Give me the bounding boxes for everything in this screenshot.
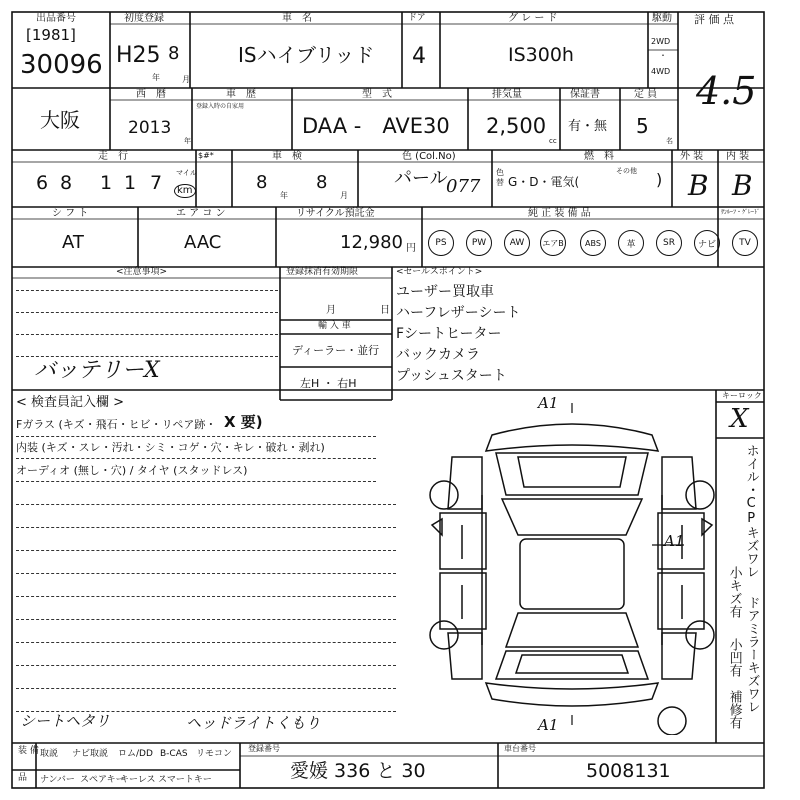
side-text-mirror: ドアミラーキズワレ: [744, 596, 760, 713]
footer-item: 取説: [40, 749, 59, 759]
grade-value: IS300h: [508, 44, 574, 66]
exterior-label: 外 装: [680, 151, 704, 162]
mileage-digit: 6: [36, 172, 51, 194]
color-value: パール: [394, 168, 448, 189]
import-type: ディーラー・並行: [292, 344, 380, 357]
bottom-handwritten-left: シートヘタリ: [20, 712, 111, 730]
model-label: 型 式: [362, 89, 392, 100]
equip-sr: SR: [656, 230, 682, 256]
inspection-year-unit: 年: [280, 191, 288, 200]
car-name-label: 車 名: [282, 13, 312, 24]
equip-pw: PW: [466, 230, 492, 256]
side-text-small-scratch: 小キズ有: [726, 566, 742, 618]
year-unit: 年: [152, 73, 160, 82]
car-damage-diagram: [422, 395, 722, 735]
caution-handwritten: バッテリーX: [34, 358, 160, 383]
equip-tv: TV: [732, 230, 758, 256]
side-text-wheel: ホイル・CPキズワレ: [743, 444, 759, 578]
first-reg-era: H25: [116, 43, 161, 68]
inspector-line: [16, 665, 396, 666]
drive-4wd: 4WD: [651, 67, 671, 76]
displacement-unit: cc: [549, 137, 557, 145]
inspector-line: [16, 688, 396, 689]
equip-navi: ナビ: [694, 230, 720, 256]
footer-equip-label: 装 備: [18, 746, 39, 756]
chassis-label: 車台番号: [504, 744, 536, 753]
warranty-value: 有・無: [568, 119, 608, 134]
score-value: 4.5: [696, 69, 757, 113]
history-label: 車 歴: [226, 89, 256, 100]
drive-2wd: 2WD: [651, 37, 671, 46]
displacement-label: 排気量: [492, 89, 522, 100]
inspector-line: [16, 504, 396, 505]
inspection-month: 8: [316, 172, 328, 193]
glass-mark: X 要): [224, 413, 263, 431]
glass-condition: Fガラス (キズ・飛石・ヒビ・リペア跡・: [16, 418, 217, 431]
mileage-unit-km: km: [174, 184, 196, 198]
equip-leather: 革: [618, 230, 644, 256]
inspector-line: [16, 481, 376, 482]
mileage-digit: 8: [60, 172, 73, 194]
capacity-value: 5: [636, 114, 649, 138]
reg-expiry-label: 登録抹消有効期限: [286, 267, 359, 277]
mileage-digit: 7: [150, 172, 163, 194]
color-code: 077: [446, 176, 481, 197]
lot-label: 出品番号: [36, 13, 76, 24]
history-sub: 登録入時の自家用: [196, 103, 245, 110]
equipment-label: 純 正 装 備 品: [528, 208, 591, 219]
key-lock-label: キーロック: [722, 391, 762, 400]
color-change-label: 色替: [496, 168, 504, 188]
model-code: DAA - AVE30: [302, 114, 450, 138]
interior-label: 内 装: [726, 151, 750, 162]
month-unit: 月: [182, 75, 190, 84]
caution-line: [16, 356, 278, 357]
lot-number: 30096: [20, 50, 103, 80]
side-text-small-dent: 小凹有: [726, 638, 742, 677]
plate-label: 登録番号: [248, 744, 280, 753]
inspector-line: [16, 619, 396, 620]
footer-item: キーレス: [120, 775, 156, 785]
footer-equip-label-bottom: 品: [18, 773, 28, 783]
equip-ps: PS: [428, 230, 454, 256]
key-lock-mark: X: [730, 404, 749, 434]
footer-item: ナビ取説: [72, 749, 109, 759]
caution-line: [16, 334, 278, 335]
fuel-other-label: その他: [616, 167, 637, 175]
reg-month-unit: 月: [326, 305, 336, 316]
caution-line: [16, 290, 278, 291]
color-label: 色 (Col.No): [402, 151, 456, 162]
capacity-unit: 名: [666, 137, 673, 145]
first-reg-month: 8: [168, 43, 180, 64]
equip-aw: AW: [504, 230, 530, 256]
equip-airbag: エアB: [540, 230, 566, 256]
capacity-label: 定 員: [634, 89, 658, 100]
bottom-handwritten-right: ヘッドライトくもり: [186, 714, 321, 732]
displacement-value: 2,500: [486, 114, 547, 138]
fuel-close: ): [656, 170, 663, 189]
sales-point: Fシートヒーター: [396, 326, 502, 342]
equip-abs: ABS: [580, 230, 606, 256]
footer-item: リモコン: [196, 749, 233, 759]
exterior-grade: B: [688, 169, 709, 202]
inspection-year: 8: [256, 172, 268, 193]
western-year-label: 西 暦: [136, 89, 166, 100]
recycle-unit: 円: [406, 243, 416, 254]
sales-point: バックカメラ: [396, 347, 480, 363]
inspector-line: [16, 596, 396, 597]
recycle-label: リサイクル預託金: [296, 208, 375, 219]
drive-label: 駆動: [652, 13, 672, 24]
mileage-digit: 1: [100, 172, 113, 194]
fuel-options: G・D・電気(: [508, 175, 580, 189]
ac-value: AAC: [184, 232, 222, 253]
western-year-unit: 年: [184, 137, 191, 145]
footer-item: B-CAS: [160, 749, 188, 759]
chassis-number: 5008131: [586, 760, 671, 782]
western-year: 2013: [128, 118, 172, 138]
drive-separator: ・: [659, 51, 667, 60]
caution-label: <注意事項>: [116, 267, 168, 277]
damage-mark-front: A1: [538, 394, 559, 412]
interior-grade: B: [732, 169, 753, 202]
mileage-unit-mile: マイル: [176, 169, 197, 177]
location: 大阪: [40, 108, 80, 132]
first-reg-label: 初度登録: [124, 13, 164, 24]
swap-label: $#*: [198, 151, 214, 160]
sunroof-label: ｻﾝﾙｰﾌ・ｸﾞﾚｰﾄﾞ: [721, 209, 761, 216]
inspector-line: [16, 458, 376, 459]
mileage-label: 走 行: [98, 151, 128, 162]
sales-point: プッシュスタート: [396, 368, 507, 384]
recycle-value: 12,980: [340, 232, 403, 253]
audio-tire-condition: オーディオ (無し・穴) / タイヤ (スタッドレス): [16, 464, 248, 477]
inspector-line: [16, 573, 396, 574]
inspection-month-unit: 月: [340, 191, 348, 200]
caution-line: [16, 312, 278, 313]
footer-item: スマートキー: [158, 775, 212, 785]
inspection-label: 車 検: [272, 151, 302, 162]
ac-label: エ ア コ ン: [176, 208, 226, 219]
score-label: 評 価 点: [694, 13, 734, 26]
shift-value: AT: [62, 232, 84, 253]
inspector-title: < 検査員記入欄 >: [16, 395, 125, 410]
side-text-repair: 補修有: [726, 690, 742, 729]
footer-item: スペアキー: [80, 775, 125, 785]
doors-value: 4: [412, 44, 426, 69]
footer-item: ナンバー: [40, 775, 75, 785]
shift-label: シ フ ト: [52, 208, 89, 219]
grade-label: グ レ ー ド: [508, 13, 558, 24]
inspector-line: [16, 436, 376, 437]
inspector-line: [16, 642, 396, 643]
interior-condition: 内装 (キズ・スレ・汚れ・シミ・コゲ・穴・キレ・破れ・剥れ): [16, 441, 325, 454]
plate-number: 愛媛 336 と 30: [290, 760, 426, 782]
mileage-digit: 1: [124, 172, 137, 194]
reg-day-unit: 日: [380, 305, 390, 316]
warranty-label: 保証書: [570, 89, 600, 100]
inspector-line: [16, 550, 396, 551]
handle-side: 左H ・ 右H: [300, 377, 357, 390]
sales-point: ユーザー買取車: [396, 284, 494, 300]
damage-mark-right: A1: [664, 532, 685, 550]
fuel-label: 燃 料: [584, 151, 614, 162]
car-name: ISハイブリッド: [238, 43, 375, 67]
import-label: 輸 入 車: [318, 321, 351, 331]
inspector-line: [16, 527, 396, 528]
lot-year: [1981]: [26, 26, 76, 44]
sales-label: <セールスポイント>: [396, 267, 483, 277]
footer-item: ロム/DD: [118, 749, 153, 759]
sales-point: ハーフレザーシート: [396, 305, 521, 321]
doors-label: ドア: [408, 13, 426, 23]
damage-mark-rear: A1: [538, 716, 559, 734]
